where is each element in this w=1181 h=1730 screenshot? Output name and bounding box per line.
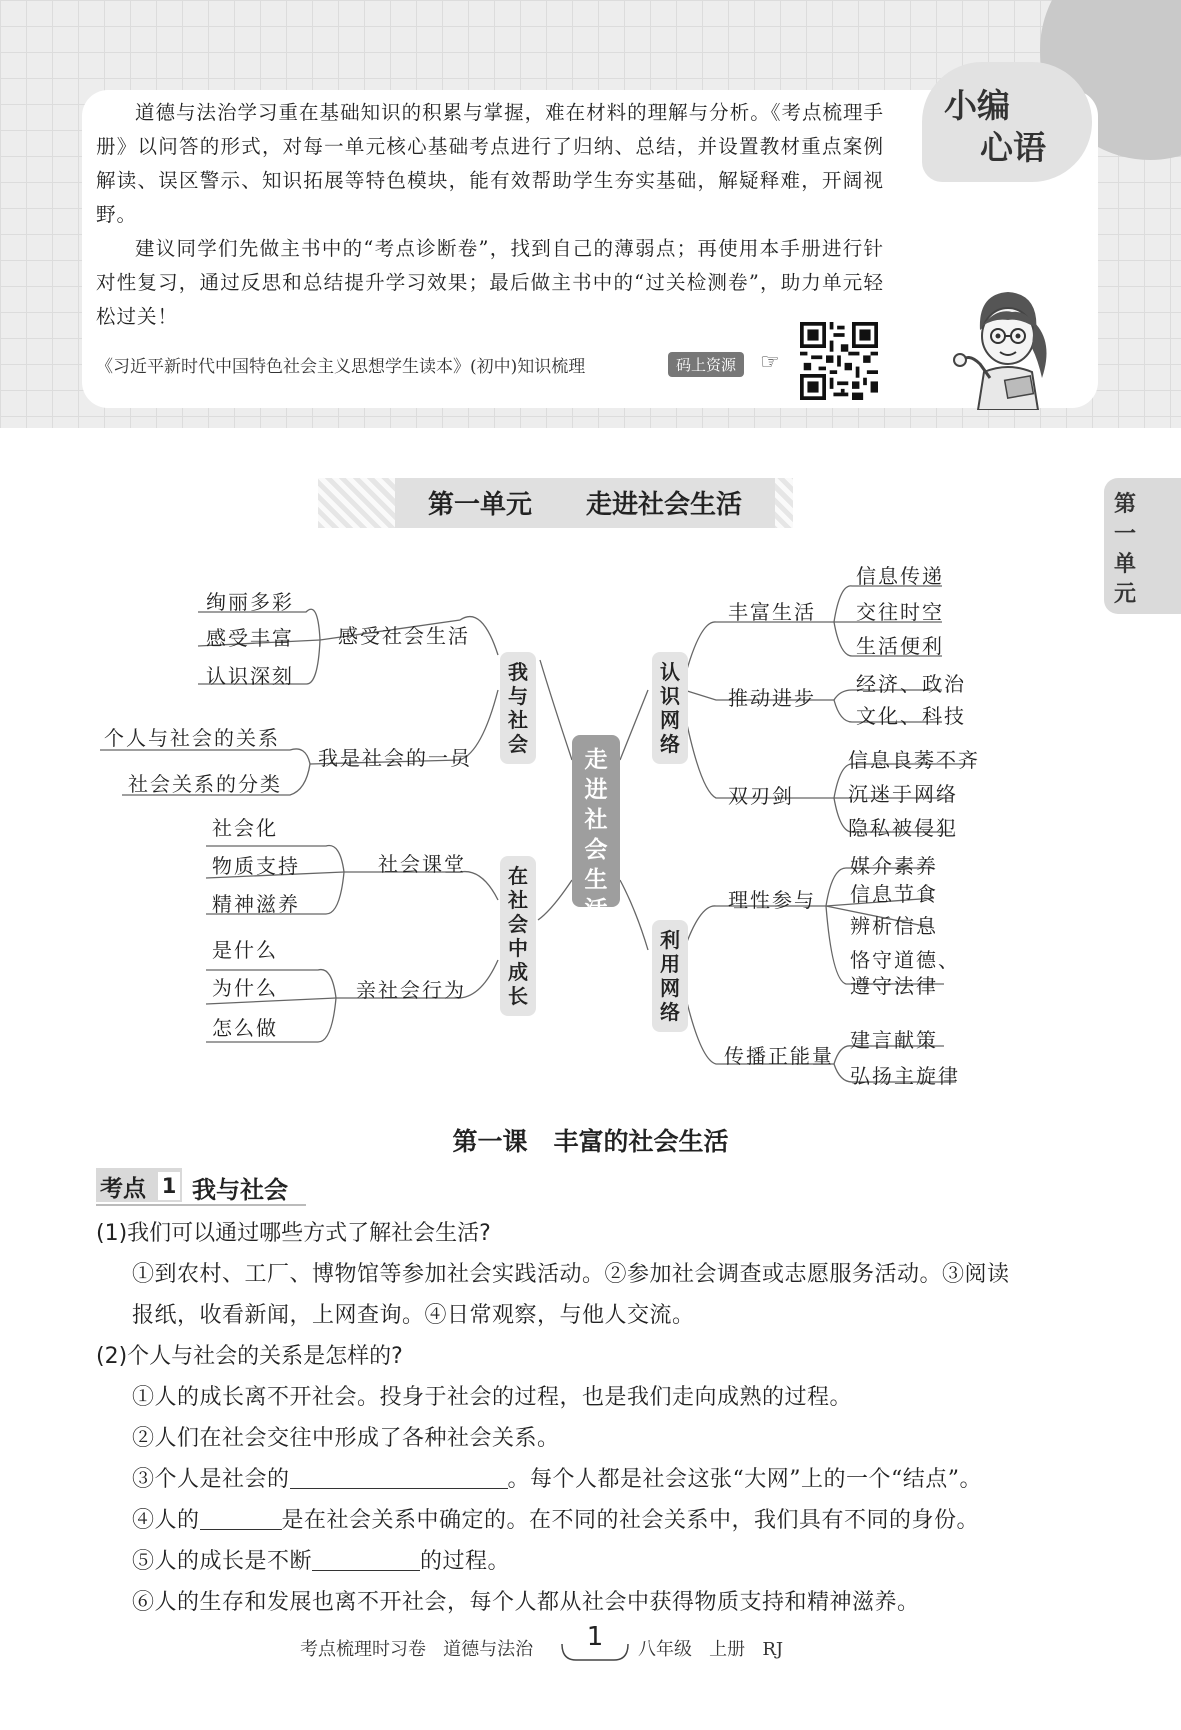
answer-line: ⑥人的生存和发展也离不开社会，每个人都从社会中获得物质支持和精神滋养。 <box>132 1590 920 1615</box>
key-point-title: 我与社会 <box>192 1176 288 1204</box>
footer-book-title: 考点梳理时习卷 道德与法治 <box>300 1639 534 1660</box>
mindmap-leaf: 绚丽多彩 <box>206 590 294 614</box>
qr-code-icon[interactable] <box>800 322 878 400</box>
question-2: (2)个人与社会的关系是怎样的? <box>96 1344 403 1369</box>
mindmap-leaf: 个人与社会的关系 <box>104 726 280 750</box>
question-1: (1)我们可以通过哪些方式了解社会生活? <box>96 1221 491 1246</box>
mindmap-leaf: 社会化 <box>212 816 278 840</box>
mindmap-node-rational: 理性参与 <box>728 888 816 912</box>
mindmap-leaf: 文化、科技 <box>856 704 966 728</box>
resource-link-text: 《习近平新时代中国特色社会主义思想学生读本》(初中)知识梳理 <box>96 357 586 377</box>
mindmap-branch-know-net: 认 识 网 络 <box>652 652 688 764</box>
mindmap-node-feel: 感受社会生活 <box>338 624 470 648</box>
mindmap-leaf: 建言献策 <box>850 1028 938 1052</box>
footer-grade: 八年级 上册 RJ <box>638 1639 784 1660</box>
page-number: 1 <box>586 1622 604 1652</box>
fill-blank[interactable] <box>312 1548 420 1571</box>
mindmap-node-member: 我是社会的一员 <box>318 746 472 770</box>
mindmap-leaf: 信息传递 <box>856 564 944 588</box>
mindmap-leaf: 经济、政治 <box>856 672 966 696</box>
key-point-underline <box>96 1204 306 1206</box>
mindmap-leaf: 怎么做 <box>212 1016 278 1040</box>
answer-line: ②人们在社会交往中形成了各种社会关系。 <box>132 1426 560 1451</box>
pointing-hand-icon: ☞ <box>760 350 780 375</box>
mindmap-leaf: 信息良莠不齐 <box>848 748 980 772</box>
mindmap-branch-grow: 在 社 会 中 成 长 <box>500 856 536 1016</box>
mindmap-leaf: 为什么 <box>212 976 278 1000</box>
mascot-girl-icon <box>950 282 1060 410</box>
mindmap-leaf: 物质支持 <box>212 854 300 878</box>
editor-note-paragraph-2: 建议同学们先做主书中的“考点诊断卷”，找到自己的薄弱点；再使用本手册进行针对性复习，通过反思和总结提升学习效果；最后做主书中的“过关检测卷”，助力单元轻松过关！ <box>96 237 884 328</box>
mindmap-leaf: 隐私被侵犯 <box>848 816 958 840</box>
editor-note-paragraph-1: 道德与法治学习重在基础知识的积累与掌握，难在材料的理解与分析。《考点梳理手册》以问答的形式，对每一单元核心基础考点进行了归纳、总结，并设置教材重点案例解读、误区警示、知识拓展等特色模块，能有效帮助学生夯实基础，解疑释难，开阔视野。 <box>96 101 884 226</box>
answer-line: 报纸，收看新闻，上网查询。④日常观察，与他人交流。 <box>132 1303 695 1328</box>
mindmap-node-push: 推动进步 <box>728 686 816 710</box>
editor-note-title-1: 小编 <box>944 86 1010 125</box>
mindmap-leaf: 社会关系的分类 <box>128 772 282 796</box>
resource-tag[interactable]: 码上资源 <box>668 352 744 377</box>
answer-line-blank: ③个人是社会的 。每个人都是社会这张“大网”上的一个“结点”。 <box>132 1467 983 1492</box>
mindmap-leaf: 认识深刻 <box>206 664 294 688</box>
mindmap-leaf: 辨析信息 <box>850 914 938 938</box>
answer-line-blank: ⑤人的成长是不断 的过程。 <box>132 1549 511 1574</box>
mindmap-leaf: 交往时空 <box>856 600 944 624</box>
unit-side-tab-label: 第 一 单 元 <box>1113 492 1136 607</box>
mindmap-node-spread: 传播正能量 <box>724 1044 834 1068</box>
fill-blank[interactable] <box>290 1466 508 1489</box>
answer-line: ①人的成长离不开社会。投身于社会的过程，也是我们走向成熟的过程。 <box>132 1385 853 1410</box>
mindmap-leaf: 精神滋养 <box>212 892 300 916</box>
mindmap-leaf: 媒介素养 <box>850 854 938 878</box>
mindmap-leaf: 恪守道德、 <box>850 948 960 972</box>
mindmap-branch-me-society: 我 与 社 会 <box>500 652 536 764</box>
mindmap-leaf: 弘扬主旋律 <box>850 1064 960 1088</box>
mindmap-center-node: 走 进 社 会 生 活 <box>572 735 620 907</box>
fill-blank[interactable] <box>200 1507 282 1530</box>
key-point-number: 1 <box>158 1172 180 1200</box>
mindmap-node-double: 双刃剑 <box>728 784 794 808</box>
editor-note-title-2: 心语 <box>980 128 1046 167</box>
mindmap-leaf: 信息节食 <box>850 882 938 906</box>
mindmap-branch-use-net: 利 用 网 络 <box>652 920 688 1032</box>
mindmap-leaf: 沉迷于网络 <box>848 782 958 806</box>
mindmap-node-class: 社会课堂 <box>378 852 466 876</box>
mindmap-node-rich: 丰富生活 <box>728 600 816 624</box>
mindmap-leaf: 生活便利 <box>856 634 944 658</box>
unit-title: 第一单元 走进社会生活 <box>427 490 743 520</box>
mindmap-leaf: 遵守法律 <box>850 974 938 998</box>
mindmap-leaf: 感受丰富 <box>206 626 294 650</box>
mindmap-node-prosocial: 亲社会行为 <box>356 978 466 1002</box>
mindmap-leaf: 是什么 <box>212 938 278 962</box>
lesson-title: 第一课 丰富的社会生活 <box>452 1127 729 1156</box>
answer-line: ①到农村、工厂、博物馆等参加社会实践活动。②参加社会调查或志愿服务活动。③阅读 <box>132 1262 1010 1287</box>
answer-line-blank: ④人的 是在社会关系中确定的。在不同的社会关系中，我们具有不同的身份。 <box>132 1508 980 1533</box>
key-point-label: 考点 <box>100 1176 146 1202</box>
